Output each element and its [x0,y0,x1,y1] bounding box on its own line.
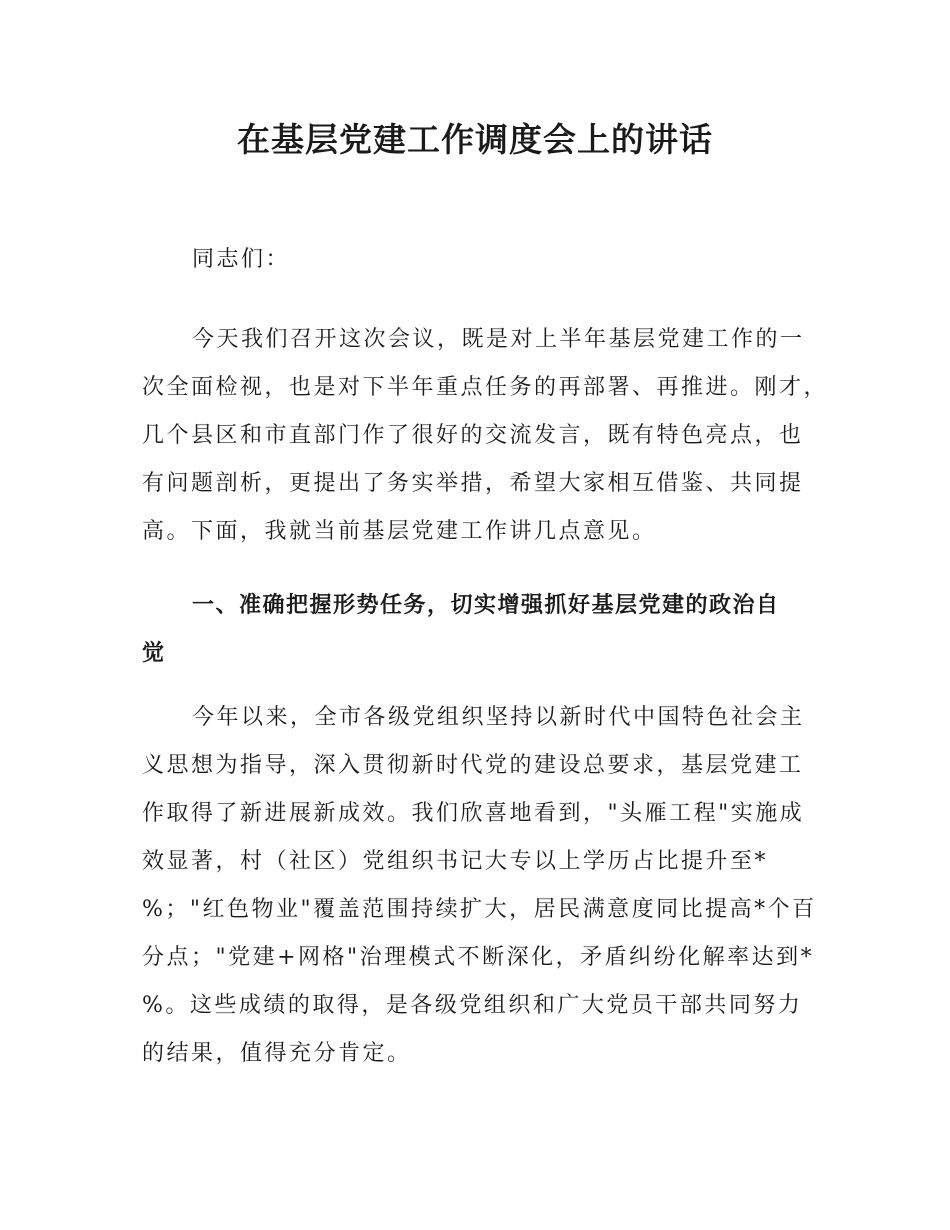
salutation-line: 同志们： [192,247,291,272]
paragraph-line: 有问题剖析，更提出了务实举措，希望大家相互借鉴、共同提 [142,471,804,496]
paragraph-line: %；"红色物业"覆盖范围持续扩大，居民满意度同比提高*个百 [142,897,817,922]
paragraph-line: %。这些成绩的取得，是各级党组织和广大党员干部共同努力 [142,993,803,1018]
paragraph-line: 分点；"党建+网格"治理模式不断深化，矛盾纠纷化解率达到* [142,945,815,970]
paragraph-line: 作取得了新进展新成效。我们欣喜地看到，"头雁工程"实施成 [142,801,805,826]
paragraph-line: 的结果，值得充分肯定。 [142,1041,412,1066]
paragraph-line: 今天我们召开这次会议，既是对上半年基层党建工作的一 [192,327,805,352]
paragraph-line: 效显著，村（社区）党组织书记大专以上学历占比提升至* [142,849,769,874]
paragraph-line: 今年以来，全市各级党组织坚持以新时代中国特色社会主 [192,705,805,730]
section-heading-1 [142,582,812,678]
salutation [142,236,812,284]
document-title: 在基层党建工作调度会上的讲话 [237,120,713,159]
heading-line: 觉 [142,641,166,666]
paragraph-intro [142,316,829,556]
paragraph-line: 高。下面，我就当前基层党建工作讲几点意见。 [142,519,657,544]
heading-line: 一、准确把握形势任务，切实增强抓好基层党建的政治自 [192,593,780,618]
paragraph-line: 几个县区和市直部门作了很好的交流发言，既有特色亮点，也 [142,423,804,448]
paragraph-line: 次全面检视，也是对下半年重点任务的再部署、再推进。刚才， [142,375,829,400]
paragraph-achievements [142,694,817,1078]
paragraph-line: 义思想为指导，深入贯彻新时代党的建设总要求，基层党建工 [142,753,804,778]
